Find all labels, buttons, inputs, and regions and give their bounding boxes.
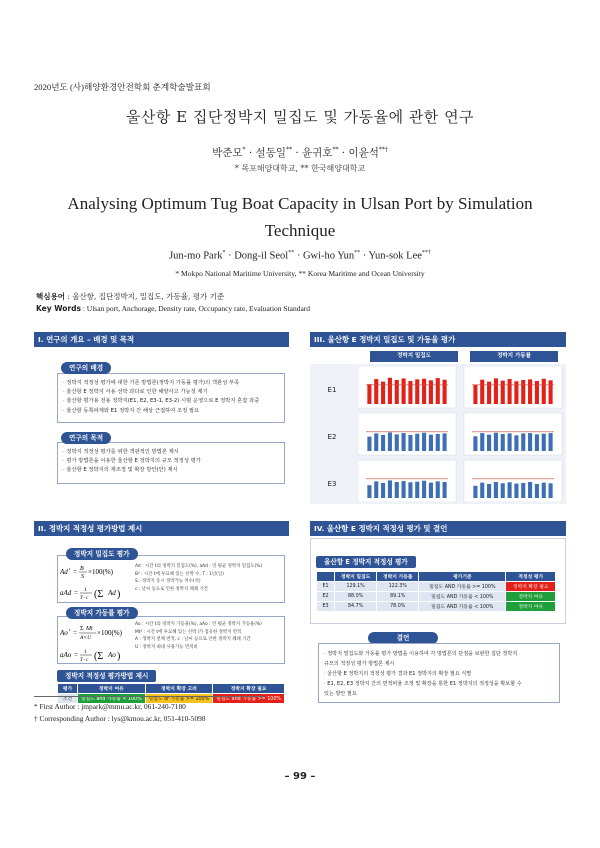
authors-english — [0, 250, 600, 262]
keywords-text: : 울산항, 집단정박지, 밀집도, 가동율, 평가 기준 — [64, 292, 225, 301]
author-4-ko: 이윤석 — [348, 147, 379, 159]
chart-bar — [521, 380, 525, 404]
chart-bar — [480, 483, 484, 498]
row-label-e2: E2 — [327, 433, 337, 441]
affiliation-english: * Mokpo National Maritime University, ** Korea Maritime and Ocean University — [175, 269, 425, 278]
result-cell: 밀집도 AND 가동률 < 100% — [419, 592, 506, 602]
author-separator: · — [294, 250, 303, 262]
chart-thumbnail-bg — [358, 366, 456, 408]
author-3-en: Gwi-ho Yun — [302, 250, 355, 262]
chart-bar — [415, 482, 419, 498]
svg-text:aAo: aAo — [60, 651, 72, 659]
chart-bar — [443, 380, 447, 404]
chart-bar — [415, 379, 419, 404]
result-col: 적정성 평가 — [506, 572, 556, 582]
occupancy-formula — [60, 622, 132, 664]
chart-bar — [402, 378, 406, 404]
svg-text:S: S — [81, 574, 84, 580]
svg-text:Ao: Ao — [60, 629, 68, 637]
background-item: · 정박지 적정성 평가에 대한 기존 방법론(정박지 가동률 평가)의 객관성 부족 — [63, 380, 240, 386]
result-cell: 88.0% — [335, 592, 377, 602]
chart-bar — [542, 483, 546, 498]
method-cell: 밀집도 and 가동률 < 100% — [78, 694, 146, 704]
occupancy-note: A : 정박지 전체 면적, c : 날씨 등으로 인한 정박지 폐쇄 기간 — [135, 637, 251, 642]
svg-text:A×U: A×U — [80, 635, 92, 641]
section-4-header: IV. 울산항 E 정박지 적정성 평가 및 결언 — [310, 521, 566, 536]
result-cell: 89.1% — [377, 592, 419, 602]
background-item: · 울산항 동쪽파제와 E1 정박지 간 해상 근접하여 조정 필요 — [63, 407, 200, 414]
chart-bar — [367, 485, 371, 498]
density-note: c : 날씨 등으로 인한 정박지 폐쇄 기간 — [135, 586, 209, 592]
chart-bar — [408, 435, 412, 451]
chart-bar — [402, 481, 406, 498]
chart-bar — [436, 378, 440, 404]
author-1-en: Jun-mo Park — [169, 250, 223, 262]
chart-bar — [549, 433, 553, 451]
chart-bar — [429, 380, 433, 404]
chart-bar — [528, 433, 532, 451]
chart-bar — [535, 381, 539, 404]
author-mark: ** — [285, 146, 292, 154]
purpose-item: · 울산항 E 정박지의 재조정 및 확장 방안(안) 제시 — [63, 467, 178, 474]
authors-korean — [0, 145, 600, 160]
conclusion-item: · E1, E2, E3 정박지 간의 면적비율 조정 및 확장을 통한 E1 정박지의 적정성을 확보할 수 — [324, 681, 522, 687]
chart-bar — [374, 433, 378, 451]
chart-bar — [422, 433, 426, 451]
occupancy-notes — [135, 621, 262, 651]
author-separator: · — [291, 147, 302, 159]
result-cell: 정박지 여유 — [506, 602, 556, 612]
chart-bar — [381, 483, 385, 498]
svg-text:Ad: Ad — [108, 589, 116, 597]
svg-text:=: = — [73, 568, 77, 576]
method-cell: 밀집도 and 가동률 >= 100% — [213, 694, 285, 704]
chart-bar — [508, 482, 512, 498]
purpose-label: 연구의 목적 — [61, 432, 111, 444]
result-col: 정박지 가동률 — [377, 572, 419, 582]
author-separator: · — [338, 147, 349, 159]
occupancy-note: U : 정박지 최대 사용가능 면적비 — [135, 644, 198, 650]
chart-bar — [374, 379, 378, 404]
chart-bar — [542, 379, 546, 404]
result-row-e1 — [317, 582, 556, 592]
author-3-ko: 윤귀호 — [302, 147, 333, 159]
keywords-english — [36, 304, 310, 313]
svg-text:Mt: Mt — [86, 626, 93, 632]
chart-bar — [429, 483, 433, 498]
chart-bar — [395, 380, 399, 404]
author-separator: · — [225, 250, 235, 262]
result-col-blank — [317, 572, 335, 582]
chart-bar — [528, 482, 532, 498]
result-cell: 밀집도 AND 가동률 < 100% — [419, 602, 506, 612]
purpose-item: · 평가 방법론을 이용한 울산항 E 정박지의 규모 적정성 평가 — [63, 458, 201, 465]
svg-text:=: = — [74, 589, 78, 597]
keywords-korean — [36, 291, 224, 302]
svg-text:(Σ: (Σ — [94, 651, 104, 662]
section-2-header: II. 정박지 적정성 평가방법 제시 — [34, 521, 289, 536]
result-cell: 밀집도 AND 가동률 >= 100% — [419, 582, 506, 592]
chart-bar — [473, 486, 477, 498]
svg-text:aAd: aAd — [60, 589, 72, 597]
chart-bar — [422, 481, 426, 498]
result-cell: 78.0% — [377, 602, 419, 612]
chart-bar — [388, 432, 392, 451]
svg-text:): ) — [117, 651, 121, 662]
density-formula — [60, 562, 130, 602]
density-notes — [135, 563, 262, 593]
chart-bar — [473, 385, 477, 404]
chart-bar — [501, 483, 505, 498]
chart-bar — [436, 481, 440, 498]
method-table-header — [58, 684, 285, 694]
chart-bar — [443, 482, 447, 498]
footnote-rule — [34, 696, 264, 697]
chart-bar — [415, 434, 419, 451]
section-3-header: III. 울산항 E 정박지 밀집도 및 가동율 평가 — [310, 332, 566, 347]
conclusion-label: 결언 — [368, 632, 438, 644]
row-label-e3: E3 — [327, 480, 337, 488]
chart-bar — [367, 437, 371, 451]
conclusion-item: · 울산항 E 정박지의 적정성 평가 결과 E1 정박지의 확장 필요 식별 — [324, 671, 472, 677]
conclusion-item: · 정박지 밀집도와 가동률 평가 방법을 이용하여 각 방법론의 단점을 보완한 집단 정박지 — [324, 651, 518, 657]
method-col: 정박지 여유 — [78, 684, 146, 694]
chart-bar — [535, 434, 539, 451]
density-note: Ad : 시간 t의 정박지 밀집도(%), aAd : 연 평균 정박지 밀집도(%) — [135, 564, 263, 569]
chart-bar — [549, 483, 553, 498]
chart-bar — [535, 484, 539, 498]
result-cell: 정박지 확장 필요 — [506, 582, 556, 592]
author-mark: * — [222, 250, 226, 256]
background-box — [57, 373, 285, 423]
title-english: Analysing Optimum Tug Boat Capacity in Ulsan Port by Simulation Technique — [67, 194, 533, 240]
result-table-header — [317, 572, 556, 582]
chart-bar — [408, 482, 412, 498]
chart-bar — [436, 434, 440, 451]
occupancy-label: 정박지 가동률 평가 — [66, 607, 138, 619]
chart-bar — [514, 484, 518, 498]
chart-thumbnail-bg — [358, 413, 456, 455]
chart-thumbnail-bg — [358, 460, 456, 502]
chart-bar — [388, 378, 392, 404]
chart-thumbnail-bg — [464, 413, 562, 455]
author-mark: **† — [378, 146, 388, 154]
row-label-e1: E1 — [327, 386, 337, 394]
method-table — [57, 683, 285, 704]
occupancy-note: Mt² : 시간 t에 투묘해 있는 선박 i가 점유한 정박지 면적 — [135, 629, 242, 635]
result-cell: E2 — [317, 592, 335, 602]
author-mark: * — [242, 146, 246, 154]
chart-bar — [542, 434, 546, 451]
chart-bar — [508, 433, 512, 451]
density-label: 정박지 밀집도 평가 — [66, 548, 138, 560]
chart-bar — [395, 482, 399, 498]
svg-text:T−c: T−c — [80, 658, 89, 663]
result-col: 정박지 밀집도 — [335, 572, 377, 582]
density-occupancy-charts — [358, 366, 564, 502]
svg-text:(Σ: (Σ — [94, 589, 104, 600]
purpose-item: · 정박지 적정성 평가를 위한 객관적인 방법론 제시 — [63, 449, 179, 455]
background-item: · 울산항 평가용 전용 정박지(E1, E2, E3-1, E3-2) 시범 운영으로 E 정박지 혼잡 과중 — [63, 398, 260, 405]
density-note: B² : 시간 t에 투묘해 있는 선박 수, T : 1년(일) — [135, 571, 224, 577]
chart-bar — [521, 483, 525, 498]
result-row-e3 — [317, 602, 556, 612]
chart-thumbnail-bg — [464, 366, 562, 408]
svg-text:T−c: T−c — [80, 596, 89, 601]
method-cell: 조건 — [58, 694, 78, 704]
title-korean: 울산항 E 집단정박지 밀집도 및 가동율에 관한 연구 — [125, 108, 475, 126]
density-note: S : 정박지 동시 정박가능 척수(척) — [135, 579, 201, 584]
background-item: · 울산항 E 정박지 사용 선박 과다로 인한 해양사고 가능성 제기 — [63, 389, 208, 396]
chart-bar — [487, 484, 491, 498]
occupancy-note: Ao : 시간 t의 정박지 가동율(%), aAo : 연 평균 정박지 가동율(%) — [135, 622, 262, 627]
svg-text:1: 1 — [84, 587, 87, 593]
chart-bar — [501, 381, 505, 404]
chart-bar — [473, 436, 477, 451]
result-col: 평가기준 — [419, 572, 506, 582]
author-separator: · — [245, 147, 256, 159]
result-cell: 정박지 여유 — [506, 592, 556, 602]
author-mark: **† — [421, 250, 431, 256]
author-2-en: Dong-il Seol — [234, 250, 289, 262]
svg-text:t: t — [69, 627, 71, 632]
svg-text:=: = — [73, 629, 77, 637]
chart-bar — [494, 433, 498, 451]
chart-bar — [514, 435, 518, 451]
chart-bar — [521, 433, 525, 451]
svg-text:1: 1 — [84, 649, 87, 655]
chart-bar — [388, 480, 392, 498]
svg-text:=: = — [74, 651, 78, 659]
chart-bar — [422, 379, 426, 404]
chart-bar — [549, 380, 553, 404]
result-cell: 129.1% — [335, 582, 377, 592]
chart-bar — [429, 435, 433, 451]
result-cell: 84.7% — [335, 602, 377, 612]
method-col: 정박지 확장 고려 — [145, 684, 213, 694]
svg-text:Ao: Ao — [108, 651, 116, 659]
keywords-label: 핵심용어 — [36, 292, 65, 301]
footnote-corresponding: † Corresponding Author : lys@kmou.ac.kr, 051-410-5098 — [34, 714, 206, 723]
chart-bar — [374, 481, 378, 498]
keywords-label: Key Words — [36, 304, 81, 313]
result-cell: E1 — [317, 582, 335, 592]
chart-bar — [367, 384, 371, 404]
background-label: 연구의 배경 — [61, 362, 111, 374]
chart-bar — [494, 482, 498, 498]
page-number: – 99 – — [284, 771, 316, 782]
author-2-ko: 설동일 — [255, 147, 286, 159]
result-table — [316, 571, 556, 612]
svg-text:): ) — [117, 589, 121, 600]
conclusion-box — [318, 643, 560, 703]
svg-text:×100(%): ×100(%) — [88, 568, 113, 576]
method-label: 정박지 적정성 평가방법 제시 — [57, 670, 156, 682]
chart-bar — [528, 379, 532, 404]
author-separator: · — [360, 250, 369, 262]
result-cell: 122.3% — [377, 582, 419, 592]
conference-header: 2020년도 (사)해양환경안전학회 춘계학술발표회 — [34, 82, 211, 92]
svg-text:Ad: Ad — [60, 568, 68, 576]
chart-bar — [480, 433, 484, 451]
chart-bar — [487, 435, 491, 451]
chart-thumbnail-bg — [464, 460, 562, 502]
keywords-text: : Ulsan port, Anchorage, Density rate, Occupancy rate, Evaluation Standard — [80, 304, 311, 313]
chart-bar — [395, 434, 399, 451]
chart-bar — [501, 434, 505, 451]
chart-bar — [381, 435, 385, 451]
author-mark: ** — [288, 250, 295, 256]
chart-bar — [408, 381, 412, 404]
conclusion-item: 있는 방안 필요 — [324, 691, 357, 697]
conclusion-item: 규모의 적정성 평가 방법론 제시 — [324, 661, 395, 667]
chart-bar — [402, 433, 406, 451]
author-mark: ** — [354, 250, 361, 256]
col-occupancy-header: 정박지 가동률 — [470, 351, 558, 362]
svg-text:Σ: Σ — [80, 626, 84, 632]
chart-bar — [443, 433, 447, 451]
section-1-header: I. 연구의 개요 – 배경 및 목적 — [34, 332, 289, 347]
purpose-box — [57, 442, 285, 484]
author-mark: ** — [332, 146, 339, 154]
result-cell: E3 — [317, 602, 335, 612]
svg-text:B: B — [80, 566, 84, 572]
col-density-header: 정박지 밀집도 — [370, 351, 458, 362]
affiliation-korean: * 목포해양대학교, ** 한국해양대학교 — [234, 164, 366, 173]
chart-bar — [480, 380, 484, 404]
method-col: 평가 — [58, 684, 78, 694]
method-cell: 밀집도 or 가동률 >= 100% — [145, 694, 213, 704]
author-1-ko: 박준모 — [212, 147, 243, 159]
method-col: 정박지 확장 필요 — [213, 684, 285, 694]
chart-bar — [494, 378, 498, 404]
result-row-e2 — [317, 592, 556, 602]
result-label: 울산항 E 정박지 적정성 평가 — [316, 556, 416, 568]
svg-text:t: t — [69, 566, 71, 571]
chart-bar — [508, 379, 512, 404]
author-4-en: Yun-sok Lee — [368, 250, 422, 262]
footnote-first-author: * First Author : jmpark@mmu.ac.kr, 061-240-7180 — [34, 702, 186, 711]
svg-text:×100(%): ×100(%) — [97, 629, 122, 637]
